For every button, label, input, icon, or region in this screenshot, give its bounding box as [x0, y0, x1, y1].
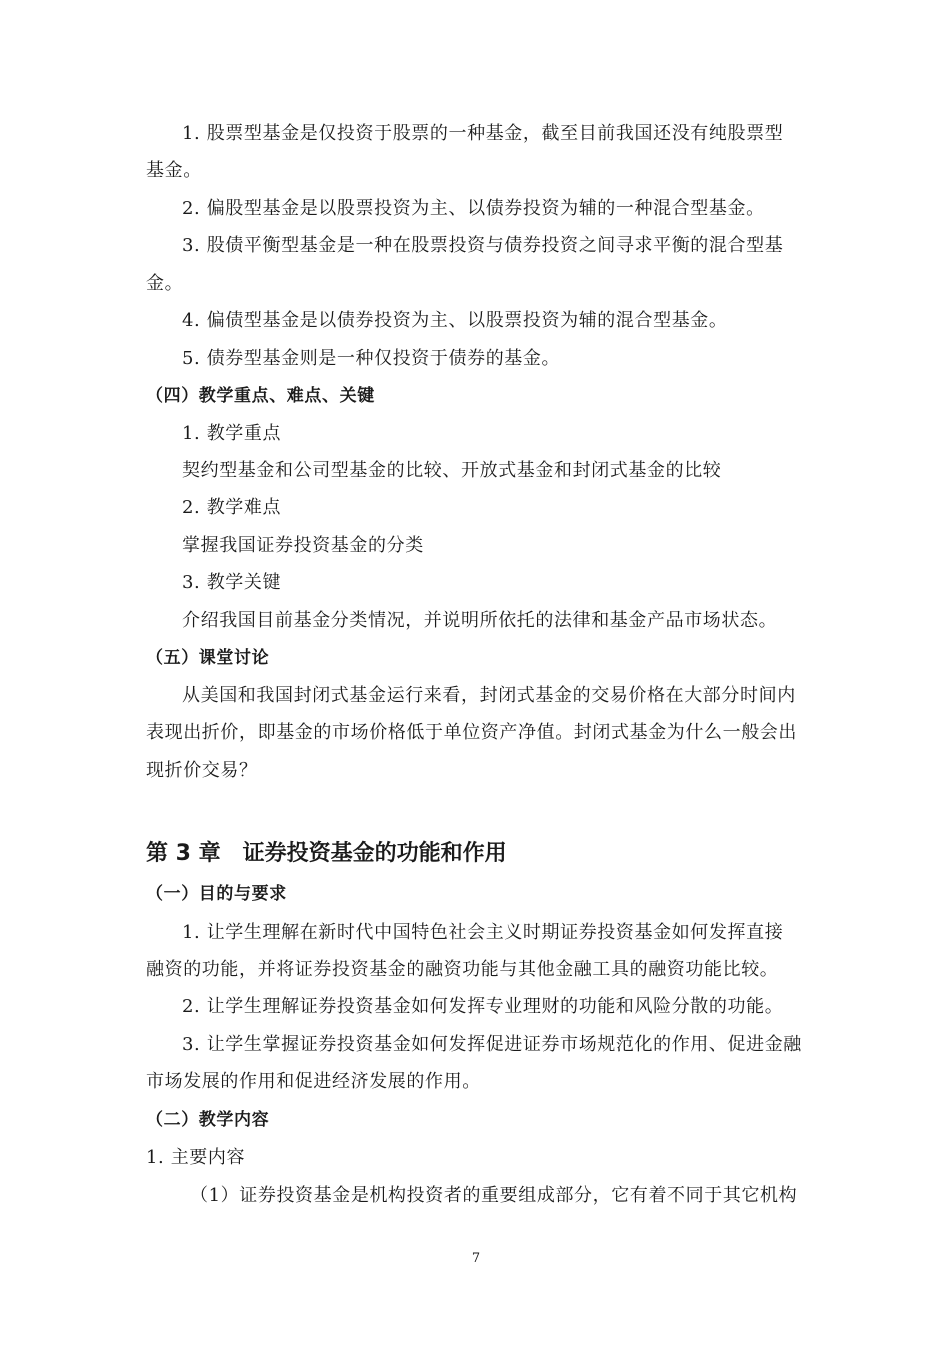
subheading: 2. 教学难点 [182, 497, 282, 518]
paragraph-line: 金。 [146, 273, 184, 294]
paragraph-line: 市场发展的作用和促进经济发展的作用。 [146, 1071, 481, 1092]
section-heading: （一）目的与要求 [146, 884, 287, 904]
chapter-title: 第 3 章 证券投资基金的功能和作用 [146, 841, 507, 866]
paragraph-line: 3. 让学生掌握证券投资基金如何发挥促进证券市场规范化的作用、促进金融 [182, 1034, 802, 1055]
section-heading: （二）教学内容 [146, 1110, 270, 1130]
paragraph-line: 表现出折价，即基金的市场价格低于单位资产净值。封闭式基金为什么一般会出 [146, 722, 797, 743]
paragraph-line: 3. 股债平衡型基金是一种在股票投资与债券投资之间寻求平衡的混合型基 [182, 235, 784, 256]
paragraph-line: 介绍我国目前基金分类情况，并说明所依托的法律和基金产品市场状态。 [182, 610, 778, 631]
section-heading: （五）课堂讨论 [146, 648, 270, 668]
subheading: 3. 教学关键 [182, 572, 282, 593]
paragraph-line: （1）证券投资基金是机构投资者的重要组成部分，它有着不同于其它机构 [190, 1185, 798, 1206]
paragraph-line: 2. 偏股型基金是以股票投资为主、以债券投资为辅的一种混合型基金。 [182, 198, 765, 219]
paragraph-line: 契约型基金和公司型基金的比较、开放式基金和封闭式基金的比较 [182, 460, 722, 481]
paragraph-line: 2. 让学生理解证券投资基金如何发挥专业理财的功能和风险分散的功能。 [182, 996, 784, 1017]
paragraph-line: 基金。 [146, 160, 202, 181]
paragraph-line: 4. 偏债型基金是以债券投资为主、以股票投资为辅的混合型基金。 [182, 310, 728, 331]
paragraph-line: 融资的功能，并将证券投资基金的融资功能与其他金融工具的融资功能比较。 [146, 959, 779, 980]
section-heading: （四）教学重点、难点、关键 [146, 386, 375, 406]
paragraph-line: 1. 让学生理解在新时代中国特色社会主义时期证券投资基金如何发挥直接 [182, 922, 784, 943]
paragraph-line: 5. 债券型基金则是一种仅投资于债券的基金。 [182, 348, 561, 369]
paragraph-line: 现折价交易？ [146, 760, 258, 781]
subheading: 1. 教学重点 [182, 423, 282, 444]
paragraph-line: 从美国和我国封闭式基金运行来看，封闭式基金的交易价格在大部分时间内 [182, 685, 796, 706]
paragraph-line: 掌握我国证券投资基金的分类 [182, 535, 424, 556]
page-number: 7 [471, 1251, 481, 1266]
subheading: 1. 主要内容 [146, 1147, 246, 1168]
paragraph-line: 1. 股票型基金是仅投资于股票的一种基金，截至目前我国还没有纯股票型 [182, 123, 784, 144]
